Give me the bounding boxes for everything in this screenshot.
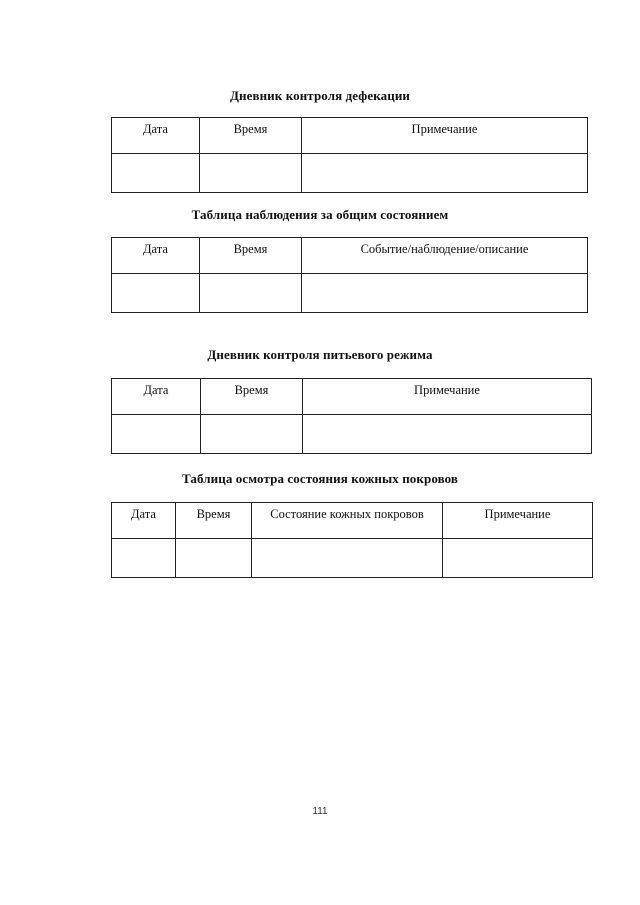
general-condition-table (111, 237, 588, 313)
column-header-time: Время (200, 118, 302, 154)
column-header-note: Примечание (443, 503, 593, 539)
column-header-date: Дата (112, 238, 200, 274)
table-row (112, 274, 588, 313)
cell-time[interactable] (201, 415, 303, 454)
drinking-regime-table (111, 378, 592, 454)
section-title-drinking-regime: Дневник контроля питьевого режима (207, 347, 433, 362)
column-header-note: Примечание (303, 379, 592, 415)
cell-date[interactable] (112, 539, 176, 578)
skin-condition-table (111, 502, 593, 578)
table-header-row (112, 379, 592, 415)
column-header-time: Время (176, 503, 252, 539)
cell-date[interactable] (112, 154, 200, 193)
column-header-date: Дата (112, 118, 200, 154)
table-header-row (112, 238, 588, 274)
cell-note[interactable] (302, 154, 588, 193)
cell-event[interactable] (302, 274, 588, 313)
cell-skin-condition[interactable] (252, 539, 443, 578)
table-row (112, 539, 593, 578)
column-header-date: Дата (112, 503, 176, 539)
cell-date[interactable] (112, 274, 200, 313)
column-header-event: Событие/наблюдение/описание (302, 238, 588, 274)
column-header-time: Время (200, 238, 302, 274)
section-title-skin-condition: Таблица осмотра состояния кожных покровов (181, 471, 459, 486)
column-header-date: Дата (112, 379, 201, 415)
table-header-row (112, 503, 593, 539)
cell-date[interactable] (112, 415, 201, 454)
cell-note[interactable] (443, 539, 593, 578)
cell-time[interactable] (200, 154, 302, 193)
defecation-diary-table (111, 117, 588, 193)
table-row (112, 154, 588, 193)
cell-note[interactable] (303, 415, 592, 454)
page-number: 111 (312, 806, 328, 817)
cell-time[interactable] (200, 274, 302, 313)
section-title-defecation-diary: Дневник контроля дефекации (229, 88, 411, 103)
column-header-time: Время (201, 379, 303, 415)
table-row (112, 415, 592, 454)
column-header-note: Примечание (302, 118, 588, 154)
table-header-row (112, 118, 588, 154)
cell-time[interactable] (176, 539, 252, 578)
section-title-general-condition: Таблица наблюдения за общим состоянием (191, 207, 449, 222)
column-header-skin-condition: Состояние кожных покровов (252, 503, 443, 539)
